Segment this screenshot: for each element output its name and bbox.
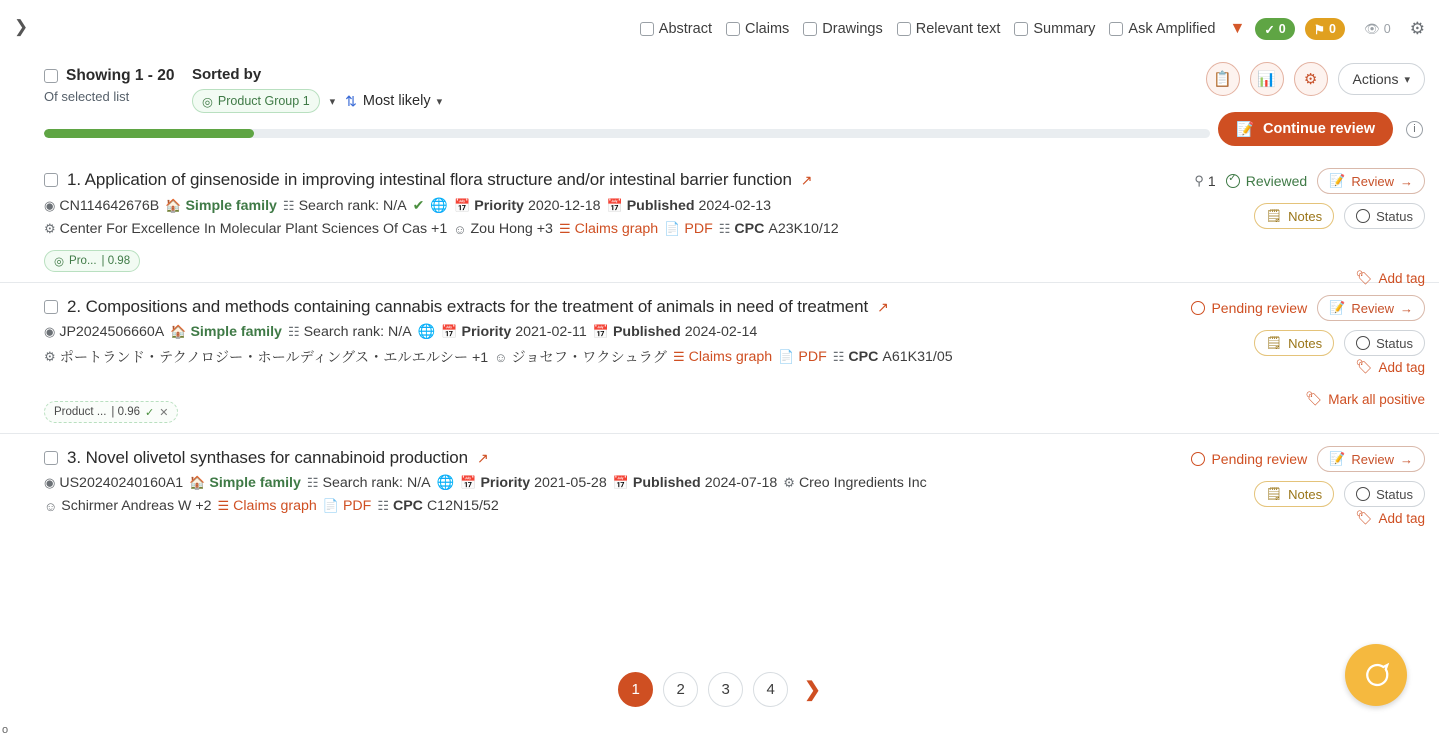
inventor-icon: ☺ <box>453 221 467 237</box>
checkbox-icon[interactable] <box>1109 22 1123 36</box>
tag-icon: 🏷 <box>1355 510 1373 525</box>
external-link-icon[interactable]: ↗ <box>476 449 489 466</box>
note-icon: 🗒 <box>1265 335 1283 350</box>
priority-label: Priority <box>461 324 512 340</box>
next-page-icon[interactable]: ❯ <box>804 679 821 701</box>
arrow-right-icon: → <box>1400 451 1413 467</box>
publication-number[interactable]: JP2024506660A <box>59 324 165 340</box>
add-tag-button[interactable] <box>1355 510 1425 526</box>
pagination <box>0 672 1439 707</box>
review-label: Review <box>1351 451 1394 467</box>
simple-family-link[interactable]: Simple family <box>209 475 301 491</box>
assignee-icon: ⚙ <box>44 349 56 364</box>
calendar-icon: 📅 <box>592 324 609 339</box>
flagged-count: 0 <box>1328 22 1336 36</box>
simple-family-link[interactable]: Simple family <box>190 324 282 340</box>
arrow-right-icon: → <box>1400 173 1413 189</box>
actions-label: Actions <box>1352 71 1399 87</box>
search-rank-label: Search rank: <box>322 475 403 491</box>
result-checkbox[interactable] <box>44 300 58 314</box>
export-report-icon[interactable]: 📋 <box>1206 62 1240 96</box>
circle-icon <box>1356 336 1370 350</box>
checkbox-icon[interactable] <box>640 22 654 36</box>
claims-graph-link[interactable]: Claims graph <box>233 498 317 514</box>
page-button-2[interactable]: 2 <box>663 672 698 707</box>
notes-label: Notes <box>1288 335 1323 351</box>
result-title[interactable] <box>67 170 792 190</box>
notes-button[interactable] <box>1254 330 1334 356</box>
sort-icon: ⇅ <box>345 92 357 109</box>
add-tag-label: Add tag <box>1378 270 1425 286</box>
pdf-icon: 📄 <box>664 221 681 236</box>
remove-tag-icon[interactable]: ✕ <box>159 406 169 419</box>
chat-button[interactable] <box>1345 644 1407 706</box>
product-group-selector[interactable] <box>192 89 320 113</box>
showing-range: Showing 1 - 20 <box>66 67 175 84</box>
gear-icon[interactable]: ⚙ <box>1409 19 1425 38</box>
checkbox-label: Drawings <box>822 21 883 37</box>
priority-label: Priority <box>480 475 531 491</box>
eye-off-icon: 👁 <box>1363 21 1380 36</box>
external-link-icon[interactable]: ↗ <box>800 171 813 188</box>
sort-order-dropdown[interactable] <box>345 93 442 110</box>
calendar-icon: 📅 <box>606 197 623 213</box>
rank-icon: ☷ <box>287 324 300 339</box>
assignee[interactable]: ポートランド・テクノロジー・ホールディングス・エルエルシー +1 <box>59 350 489 366</box>
circle-icon <box>1356 209 1370 223</box>
patent-icon: ◉ <box>44 197 56 213</box>
hidden-count: 0 <box>1383 22 1391 36</box>
claims-graph-icon: ☰ <box>672 349 685 364</box>
status-label-btn: Status <box>1376 335 1413 351</box>
status-label: Pending review <box>1211 451 1308 467</box>
tag-row <box>44 401 1425 423</box>
rank-icon: ☷ <box>282 197 295 213</box>
notes-button[interactable] <box>1254 203 1334 229</box>
inventor[interactable]: Zou Hong +3 <box>470 221 553 237</box>
review-button[interactable] <box>1317 446 1425 472</box>
result-item <box>0 434 1439 524</box>
inventor-icon: ☺ <box>494 349 508 365</box>
continue-review-button[interactable] <box>1218 112 1393 146</box>
cpc-label: CPC <box>392 498 423 514</box>
continue-review-label: Continue review <box>1263 121 1375 137</box>
inventor-icon: ☺ <box>44 498 58 514</box>
checkbox-drawings[interactable] <box>803 21 882 37</box>
published-date: 2024-02-13 <box>698 197 772 214</box>
assignee-icon: ⚙ <box>783 475 795 490</box>
cpc-icon: ☷ <box>718 221 731 236</box>
target-icon: ◎ <box>54 256 65 268</box>
result-item <box>0 283 1439 434</box>
status-label-btn: Status <box>1376 208 1413 224</box>
top-bar-right <box>640 18 1425 40</box>
sort-block <box>192 66 442 113</box>
tag-score: | 0.96 <box>111 406 140 418</box>
status-label: Pending review <box>1211 300 1308 316</box>
progress-row <box>0 121 1439 148</box>
calendar-icon: 📅 <box>454 197 471 213</box>
status-badge <box>1226 173 1307 189</box>
status-button[interactable] <box>1344 330 1425 356</box>
claims-graph-link[interactable]: Claims graph <box>688 349 773 365</box>
review-icon: 📝 <box>1329 451 1346 466</box>
arrow-right-icon: → <box>1400 300 1413 316</box>
review-button[interactable] <box>1317 168 1425 194</box>
sidebar-collapse-icon[interactable]: ❯ <box>14 17 29 36</box>
accept-tag-icon[interactable]: ✓ <box>145 406 155 419</box>
hidden-count-badge[interactable] <box>1355 18 1400 40</box>
tag-row <box>44 250 1425 272</box>
result-right-panel <box>1165 168 1425 229</box>
notes-button[interactable] <box>1254 481 1334 507</box>
family-icon: 🏠 <box>170 324 187 339</box>
result-right-panel <box>1165 446 1425 507</box>
actions-button[interactable] <box>1338 63 1425 95</box>
pdf-link[interactable]: PDF <box>798 349 827 365</box>
content-filter-checkboxes <box>640 21 1216 37</box>
checkbox-label: Claims <box>744 21 790 37</box>
patent-icon: ◉ <box>44 475 56 490</box>
review-label: Review <box>1351 173 1394 189</box>
info-icon[interactable]: i <box>1406 121 1423 138</box>
chevron-down-icon[interactable]: ▾ <box>329 95 336 108</box>
header-actions <box>1206 62 1425 96</box>
page-button-1[interactable]: 1 <box>618 672 653 707</box>
search-rank-value: N/A <box>383 197 407 214</box>
assignee-icon: ⚙ <box>44 221 56 236</box>
pdf-link[interactable]: PDF <box>342 498 372 514</box>
priority-date: 2021-05-28 <box>534 475 607 491</box>
mark-all-positive-label: Mark all positive <box>1328 391 1425 407</box>
checkbox-icon[interactable] <box>726 22 740 36</box>
of-selected-list: Of selected list <box>44 89 130 104</box>
tag-icon: 🏷 <box>1355 270 1373 285</box>
chevron-down-icon: ▾ <box>436 95 443 108</box>
claims-graph-link[interactable]: Claims graph <box>574 221 659 237</box>
assignee[interactable]: Creo Ingredients Inc <box>798 475 927 491</box>
result-right-panel <box>1165 295 1425 356</box>
cpc-value[interactable]: A61K31/05 <box>882 349 953 365</box>
calendar-icon: 📅 <box>460 475 477 490</box>
search-rank-value: N/A <box>406 475 431 491</box>
check-circle-icon <box>1226 174 1240 188</box>
location-count <box>1194 173 1215 189</box>
product-tag-chip[interactable] <box>44 401 178 423</box>
priority-label: Priority <box>474 197 524 214</box>
checkbox-ask-amplified[interactable] <box>1109 21 1215 37</box>
circle-icon <box>1191 301 1205 315</box>
assignee[interactable]: Center For Excellence In Molecular Plant Sciences Of Cas +1 <box>59 221 448 237</box>
sorted-by-label: Sorted by <box>192 66 262 83</box>
status-button[interactable] <box>1344 481 1425 507</box>
pdf-icon: 📄 <box>322 498 339 513</box>
target-icon: ◎ <box>202 94 213 109</box>
published-label: Published <box>626 197 695 214</box>
checkbox-label: Abstract <box>658 21 712 37</box>
result-title[interactable] <box>67 297 868 317</box>
filter-icon[interactable]: ▼︎ <box>1229 20 1246 37</box>
checkbox-label: Summary <box>1033 21 1096 37</box>
result-title-text: Application of ginsenoside in improving intestinal flora structure and/or intestinal barrier function <box>84 170 792 189</box>
showing-block <box>44 67 175 104</box>
circle-icon <box>1356 487 1370 501</box>
family-icon: 🏠 <box>165 197 182 213</box>
add-tag-label: Add tag <box>1378 359 1425 375</box>
status-label-btn: Status <box>1376 486 1413 502</box>
globe-icon: 🌐 <box>430 197 449 214</box>
review-button[interactable] <box>1317 295 1425 321</box>
globe-icon: 🌐 <box>436 475 455 491</box>
list-header <box>0 62 1439 120</box>
inventor[interactable]: Schirmer Andreas W +2 <box>61 498 212 514</box>
result-index: 2. <box>67 297 81 316</box>
simple-family-link[interactable]: Simple family <box>185 197 277 214</box>
status-label: Reviewed <box>1245 173 1308 189</box>
checkbox-icon[interactable] <box>1014 22 1028 36</box>
review-icon: 📝 <box>1329 173 1346 188</box>
cpc-value[interactable]: C12N15/52 <box>426 498 499 514</box>
calendar-icon: 📅 <box>612 475 629 490</box>
location-count-value: 1 <box>1207 173 1216 189</box>
cpc-icon: ☷ <box>832 349 845 364</box>
inventor[interactable]: ジョセフ・ワクシュラグ <box>511 350 667 366</box>
top-bar <box>0 0 1439 60</box>
published-label: Published <box>612 324 681 340</box>
search-rank-label: Search rank: <box>298 197 380 214</box>
result-item <box>0 156 1439 286</box>
pdf-icon: 📄 <box>778 349 795 364</box>
publication-number[interactable]: US20240240160A1 <box>59 475 184 491</box>
product-group-label: Product Group 1 <box>217 94 310 108</box>
result-title[interactable] <box>67 448 468 468</box>
add-tag-label: Add tag <box>1378 510 1425 526</box>
priority-date: 2021-02-11 <box>515 324 587 340</box>
published-date: 2024-02-14 <box>684 324 758 340</box>
note-icon: 🗒 <box>1265 208 1283 223</box>
family-icon: 🏠 <box>189 475 206 490</box>
chat-icon <box>1361 660 1391 690</box>
claims-graph-icon: ☰ <box>558 221 571 236</box>
rank-icon: ☷ <box>306 475 319 490</box>
check-icon: ✓ <box>1264 22 1275 37</box>
checkbox-icon[interactable] <box>897 22 911 36</box>
globe-icon: 🌐 <box>417 324 436 340</box>
verified-icon: ✔︎ <box>412 197 425 213</box>
notes-label: Notes <box>1288 208 1323 224</box>
checkbox-label: Ask Amplified <box>1128 21 1216 37</box>
sort-value: Most likely <box>362 93 431 109</box>
tag-label: Pro... <box>69 255 97 267</box>
cpc-label: CPC <box>734 221 765 237</box>
patent-icon: ◉ <box>44 324 56 339</box>
flagged-count-badge[interactable] <box>1305 18 1345 40</box>
checkbox-claims[interactable] <box>726 21 789 37</box>
claims-graph-icon: ☰ <box>217 498 230 513</box>
pdf-link[interactable]: PDF <box>684 221 713 237</box>
select-all-checkbox[interactable] <box>44 69 58 83</box>
mark-all-positive-button[interactable] <box>1305 391 1425 407</box>
product-tag-chip[interactable] <box>44 250 140 272</box>
result-checkbox[interactable] <box>44 173 58 187</box>
result-index: 1. <box>67 170 81 189</box>
result-index: 3. <box>67 448 81 467</box>
reviewed-count: 0 <box>1278 22 1286 36</box>
priority-date: 2020-12-18 <box>527 197 601 214</box>
add-tag-button[interactable] <box>1355 359 1425 375</box>
status-badge <box>1191 451 1307 467</box>
status-badge <box>1191 300 1307 316</box>
review-icon: 📝 <box>1329 300 1346 315</box>
flag-icon: ⚑ <box>1313 22 1325 37</box>
status-button[interactable] <box>1344 203 1425 229</box>
progress-fill <box>44 129 254 138</box>
reviewed-count-badge[interactable] <box>1255 18 1294 40</box>
cpc-label: CPC <box>848 349 879 365</box>
ai-review-icon[interactable]: ⚙ <box>1294 62 1328 96</box>
results-list <box>0 156 1439 524</box>
checkbox-summary[interactable] <box>1014 21 1095 37</box>
search-rank-value: N/A <box>388 324 412 340</box>
tag-icon: 🏷 <box>1355 359 1373 374</box>
calendar-icon: 📅 <box>441 324 458 339</box>
note-icon: 🗒 <box>1265 486 1283 501</box>
result-title-text: Novel olivetol synthases for cannabinoid production <box>85 448 468 467</box>
publication-number[interactable]: CN114642676B <box>59 197 160 214</box>
page-button-4[interactable]: 4 <box>753 672 788 707</box>
export-list-icon[interactable]: 📊 <box>1250 62 1284 96</box>
review-icon: 📝 <box>1235 121 1254 138</box>
search-rank-label: Search rank: <box>303 324 385 340</box>
cpc-icon: ☷ <box>377 498 389 513</box>
checkbox-icon[interactable] <box>803 22 817 36</box>
tag-score: | 0.98 <box>101 255 131 267</box>
chevron-down-icon: ▾ <box>1404 73 1410 86</box>
cpc-value[interactable]: A23K10/12 <box>768 221 839 237</box>
circle-icon <box>1191 452 1205 466</box>
published-date: 2024-07-18 <box>704 475 778 491</box>
tag-icon: 🏷 <box>1305 391 1323 406</box>
checkbox-label: Relevant text <box>915 21 1001 37</box>
corner-mark: o <box>2 724 9 736</box>
result-checkbox[interactable] <box>44 451 58 465</box>
checkbox-abstract[interactable] <box>640 21 712 37</box>
tag-label: Product ... <box>54 406 107 418</box>
review-progress-bar <box>44 129 1210 138</box>
review-label: Review <box>1351 300 1394 316</box>
notes-label: Notes <box>1288 486 1323 502</box>
checkbox-relevant-text[interactable] <box>897 21 1001 37</box>
pin-icon: ⚲ <box>1194 173 1204 188</box>
external-link-icon[interactable]: ↗ <box>877 298 889 315</box>
page-button-3[interactable]: 3 <box>708 672 743 707</box>
published-label: Published <box>632 475 701 491</box>
result-title-text: Compositions and methods containing cannabis extracts for the treatment of animals in need of treatment <box>85 297 869 316</box>
